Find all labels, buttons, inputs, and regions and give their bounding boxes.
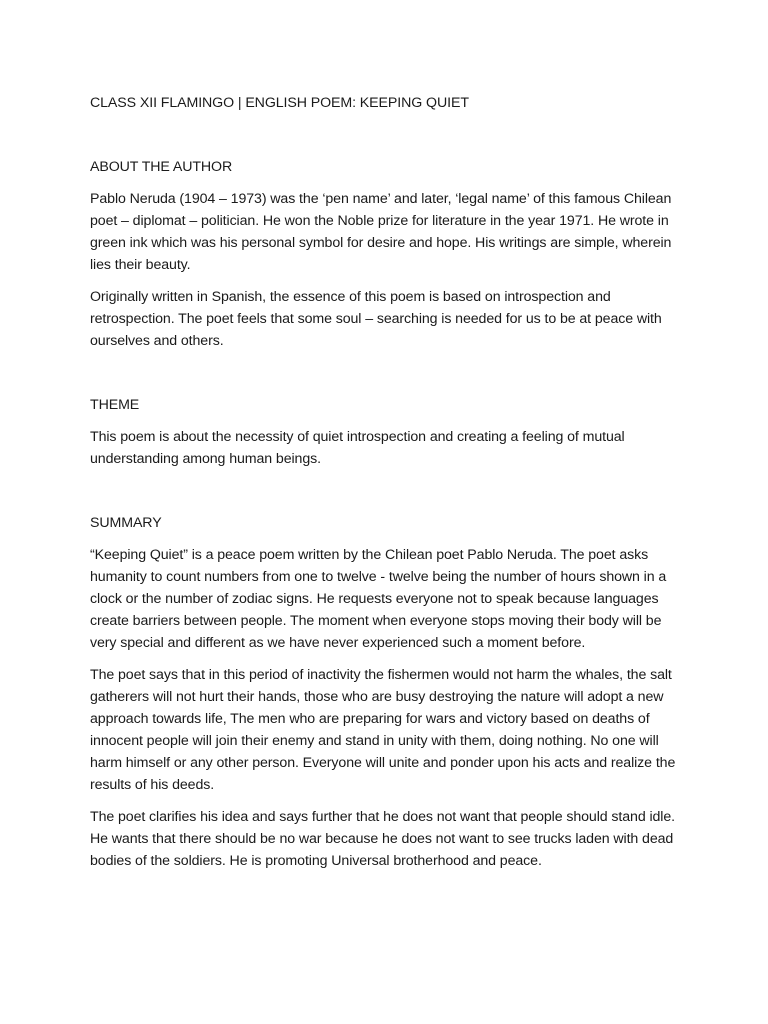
section-heading-theme: THEME xyxy=(90,397,140,413)
paragraph-theme-1: This poem is about the necessity of quiet introspection and creating a feeling of mutual understanding among human beings. xyxy=(90,429,625,467)
paragraph-summary-3: The poet clarifies his idea and says further that he does not want that people should stand idle. He wants that there should be no war because he does not want to see trucks laden with dead bodies of the soldiers. He is promoting Universal brotherhood and peace. xyxy=(90,809,675,869)
document-title: CLASS XII FLAMINGO | ENGLISH POEM: KEEPING QUIET xyxy=(90,95,469,111)
paragraph-summary-1: “Keeping Quiet” is a peace poem written by the Chilean poet Pablo Neruda. The poet asks humanity to count numbers from one to twelve - twelve being the number of hours shown in a clock or the number of zodiac signs. He requests everyone not to speak because languages create barriers between people. The moment when everyone stops moving their body will be very special and different as we have never experienced such a moment before. xyxy=(90,547,667,651)
paragraph-about-2: Originally written in Spanish, the essence of this poem is based on introspection and retrospection. The poet feels that some soul – searching is needed for us to be at peace with ourselves and others. xyxy=(90,289,662,349)
document-page xyxy=(90,92,682,882)
section-heading-summary: SUMMARY xyxy=(90,515,162,531)
paragraph-about-1: Pablo Neruda (1904 – 1973) was the ‘pen name’ and later, ‘legal name’ of this famous Chilean poet – diplomat – politician. He won the Noble prize for literature in the year 1971. He wrote in green ink which was his personal symbol for desire and hope. His writings are simple, wherein lies their beauty. xyxy=(90,191,672,273)
paragraph-summary-2: The poet says that in this period of inactivity the fishermen would not harm the whales, the salt gatherers will not hurt their hands, those who are busy destroying the nature will adopt a new approach towards life, The men who are preparing for wars and victory based on deaths of innocent people will join their enemy and stand in unity with them, doing nothing. No one will harm himself or any other person. Everyone will unite and ponder upon his acts and realize the results of his deeds. xyxy=(90,667,676,793)
section-heading-about-author: ABOUT THE AUTHOR xyxy=(90,159,233,175)
